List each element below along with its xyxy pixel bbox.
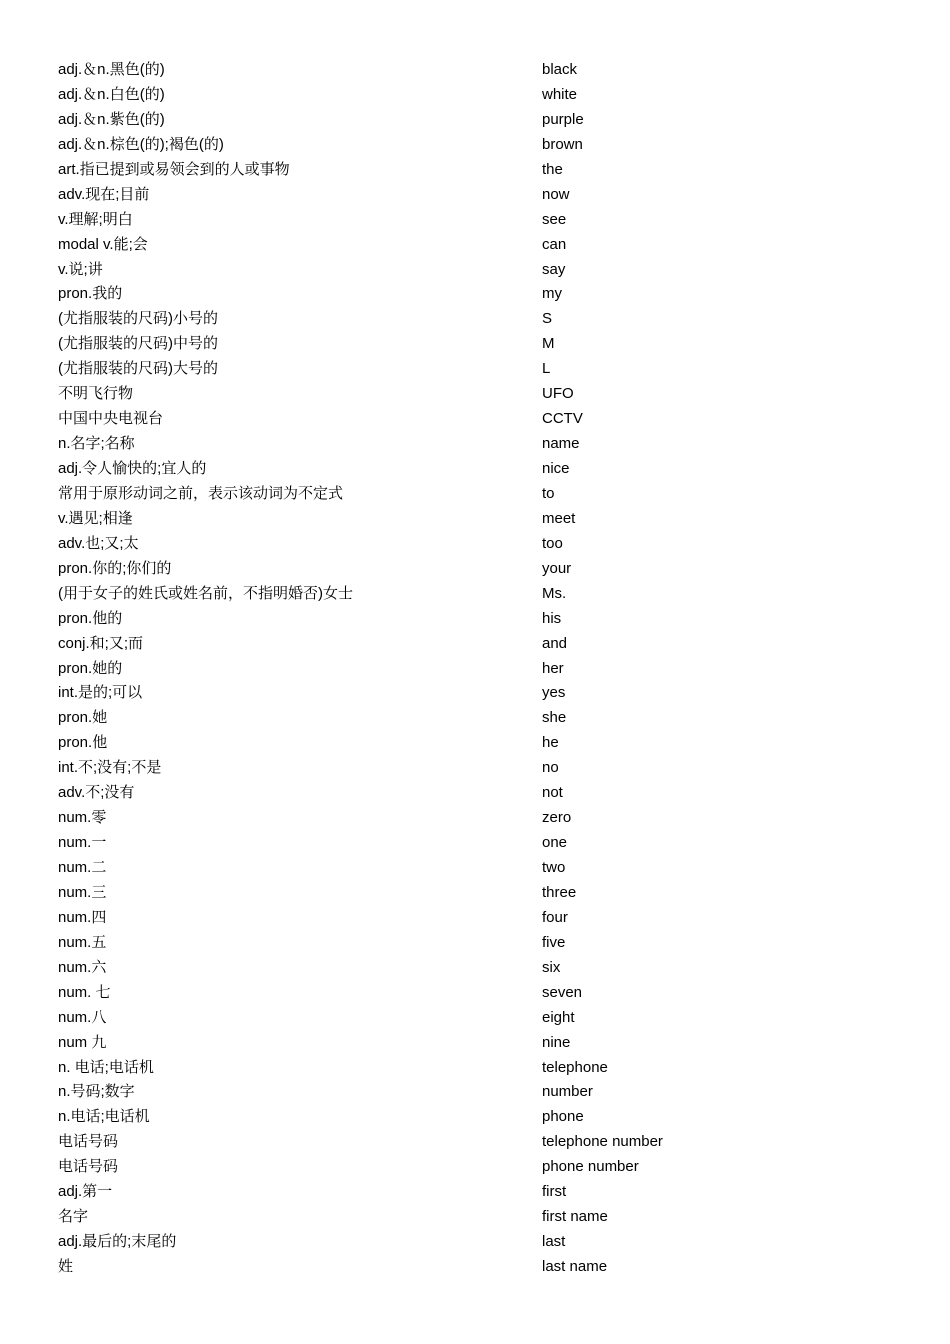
vocab-row (58, 382, 878, 407)
vocab-row (58, 208, 878, 233)
english-word: not (542, 784, 563, 802)
vocab-row (58, 931, 878, 956)
vocab-row (58, 1105, 878, 1130)
english-word: brown (542, 135, 583, 153)
vocab-row (58, 831, 878, 856)
chinese-definition: pron.她的 (58, 659, 123, 677)
vocab-row (58, 133, 878, 158)
english-word: my (542, 285, 562, 303)
chinese-definition: adv.不;没有 (58, 784, 135, 802)
chinese-definition: adj.＆n.白色(的) (58, 85, 165, 103)
chinese-definition: int.不;没有;不是 (58, 759, 162, 777)
vocab-row (58, 58, 878, 83)
vocab-row (58, 1180, 878, 1205)
english-word: first (542, 1183, 567, 1201)
chinese-definition: adj.＆n.黑色(的) (58, 61, 165, 78)
vocab-row (58, 781, 878, 806)
chinese-definition: v.理解;明白 (58, 210, 133, 228)
vocab-row (58, 183, 878, 208)
chinese-definition: num.八 (58, 1008, 107, 1026)
vocab-row (58, 731, 878, 756)
english-word: M (542, 335, 555, 353)
english-word: two (542, 859, 566, 876)
english-word: UFO (542, 385, 574, 403)
english-word: six (542, 958, 561, 976)
vocab-row (58, 806, 878, 831)
chinese-definition: num.三 (58, 883, 107, 901)
english-word: phone number (542, 1158, 639, 1176)
vocab-row (58, 981, 878, 1006)
chinese-definition: adj.＆n.棕色(的);褐色(的) (58, 135, 224, 153)
chinese-definition: 常用于原形动词之前，表示该动词为不定式 (58, 484, 344, 502)
english-word: S (542, 310, 553, 328)
vocab-row (58, 457, 878, 482)
english-word: nine (542, 1033, 571, 1051)
vocab-row (58, 657, 878, 682)
english-word: five (542, 933, 566, 951)
vocab-row (58, 432, 878, 457)
vocab-row (58, 1006, 878, 1031)
chinese-definition: n.号码;数字 (58, 1083, 135, 1101)
vocab-row (58, 332, 878, 357)
english-word: zero (542, 809, 572, 827)
english-word: say (542, 260, 566, 278)
english-word: telephone number (542, 1133, 663, 1151)
vocab-row (58, 507, 878, 532)
vocab-row (58, 706, 878, 731)
english-word: last name (542, 1258, 608, 1275)
vocab-row (58, 282, 878, 307)
vocab-row (58, 856, 878, 881)
english-word: phone (542, 1108, 584, 1126)
chinese-definition: 中国中央电视台 (58, 410, 164, 428)
english-word: black (542, 61, 578, 78)
chinese-definition: num.零 (58, 809, 107, 827)
english-word: his (542, 609, 562, 627)
chinese-definition: (用于女子的姓氏或姓名前，不指明婚否)女士 (58, 584, 353, 602)
english-word: seven (542, 983, 583, 1001)
english-word: last (542, 1233, 566, 1251)
chinese-definition: pron.你的;你们的 (58, 559, 172, 577)
chinese-definition: num.五 (58, 933, 107, 951)
vocab-row (58, 607, 878, 632)
vocab-row (58, 756, 878, 781)
chinese-definition: (尤指服装的尺码)中号的 (58, 335, 218, 353)
chinese-definition: adj.第一 (58, 1183, 113, 1201)
vocab-row (58, 632, 878, 657)
english-word: one (542, 834, 568, 852)
chinese-definition: v.遇见;相逢 (58, 509, 133, 527)
vocab-row (58, 307, 878, 332)
chinese-definition: num.二 (58, 859, 107, 876)
vocab-row (58, 1205, 878, 1230)
chinese-definition: (尤指服装的尺码)大号的 (58, 360, 218, 378)
chinese-definition: num.四 (58, 908, 107, 926)
vocab-row (58, 158, 878, 183)
english-word: your (542, 559, 572, 577)
chinese-definition: conj.和;又;而 (58, 634, 144, 652)
chinese-definition: adv.现在;目前 (58, 185, 150, 203)
chinese-definition: 姓 (58, 1258, 74, 1275)
chinese-definition: modal v.能;会 (58, 235, 148, 253)
english-word: he (542, 734, 559, 752)
english-word: nice (542, 460, 570, 477)
chinese-definition: v.说;讲 (58, 260, 103, 278)
vocab-row (58, 582, 878, 607)
vocab-row (58, 881, 878, 906)
chinese-definition: num. 七 (58, 983, 111, 1001)
vocab-row (58, 557, 878, 582)
vocab-row (58, 956, 878, 981)
vocab-row (58, 1230, 878, 1255)
english-word: the (542, 160, 563, 178)
english-word: now (542, 185, 570, 203)
english-word: four (542, 908, 568, 926)
english-word: yes (542, 684, 566, 702)
vocab-row (58, 1255, 878, 1280)
english-word: white (542, 85, 578, 103)
english-word: to (542, 484, 555, 502)
vocab-row (58, 233, 878, 258)
chinese-definition: pron.她 (58, 709, 108, 727)
chinese-definition: (尤指服装的尺码)小号的 (58, 310, 218, 328)
english-word: three (542, 883, 577, 901)
english-word: purple (542, 110, 584, 128)
vocab-row (58, 357, 878, 382)
chinese-definition: n. 电话;电话机 (58, 1058, 154, 1076)
chinese-definition: 电话号码 (58, 1158, 119, 1176)
chinese-definition: num.一 (58, 834, 107, 852)
chinese-definition: adv.也;又;太 (58, 534, 139, 552)
chinese-definition: pron.他 (58, 734, 108, 752)
vocab-row (58, 1056, 878, 1081)
english-word: telephone (542, 1058, 608, 1076)
english-word: see (542, 210, 567, 228)
english-word: name (542, 435, 580, 453)
vocab-row (58, 1130, 878, 1155)
english-word: first name (542, 1208, 608, 1226)
english-word: and (542, 634, 568, 652)
vocabulary-list (58, 58, 878, 1280)
english-word: eight (542, 1008, 575, 1026)
english-word: can (542, 235, 567, 253)
chinese-definition: 不明飞行物 (58, 385, 134, 403)
chinese-definition: adj.最后的;末尾的 (58, 1233, 177, 1251)
chinese-definition: num.六 (58, 958, 107, 976)
vocab-row (58, 108, 878, 133)
vocab-row (58, 1080, 878, 1105)
chinese-definition: 电话号码 (58, 1133, 119, 1151)
chinese-definition: art.指已提到或易领会到的人或事物 (58, 160, 290, 178)
vocab-row (58, 258, 878, 283)
vocab-row (58, 1031, 878, 1056)
vocab-row (58, 532, 878, 557)
english-word: number (542, 1083, 593, 1101)
english-word: L (542, 360, 551, 378)
chinese-definition: adj.令人愉快的;宜人的 (58, 460, 207, 477)
vocab-row (58, 83, 878, 108)
chinese-definition: n.名字;名称 (58, 435, 135, 453)
english-word: too (542, 534, 563, 552)
chinese-definition: 名字 (58, 1208, 89, 1226)
english-word: her (542, 659, 564, 677)
english-word: CCTV (542, 410, 583, 428)
english-word: Ms. (542, 584, 567, 602)
vocab-row (58, 1155, 878, 1180)
vocab-row (58, 482, 878, 507)
chinese-definition: n.电话;电话机 (58, 1108, 150, 1126)
vocab-row (58, 906, 878, 931)
english-word: no (542, 759, 559, 777)
chinese-definition: num 九 (58, 1033, 107, 1051)
english-word: she (542, 709, 567, 727)
chinese-definition: pron.他的 (58, 609, 123, 627)
english-word: meet (542, 509, 576, 527)
chinese-definition: adj.＆n.紫色(的) (58, 110, 165, 128)
chinese-definition: pron.我的 (58, 285, 123, 303)
vocab-row (58, 681, 878, 706)
chinese-definition: int.是的;可以 (58, 684, 143, 702)
vocab-row (58, 407, 878, 432)
